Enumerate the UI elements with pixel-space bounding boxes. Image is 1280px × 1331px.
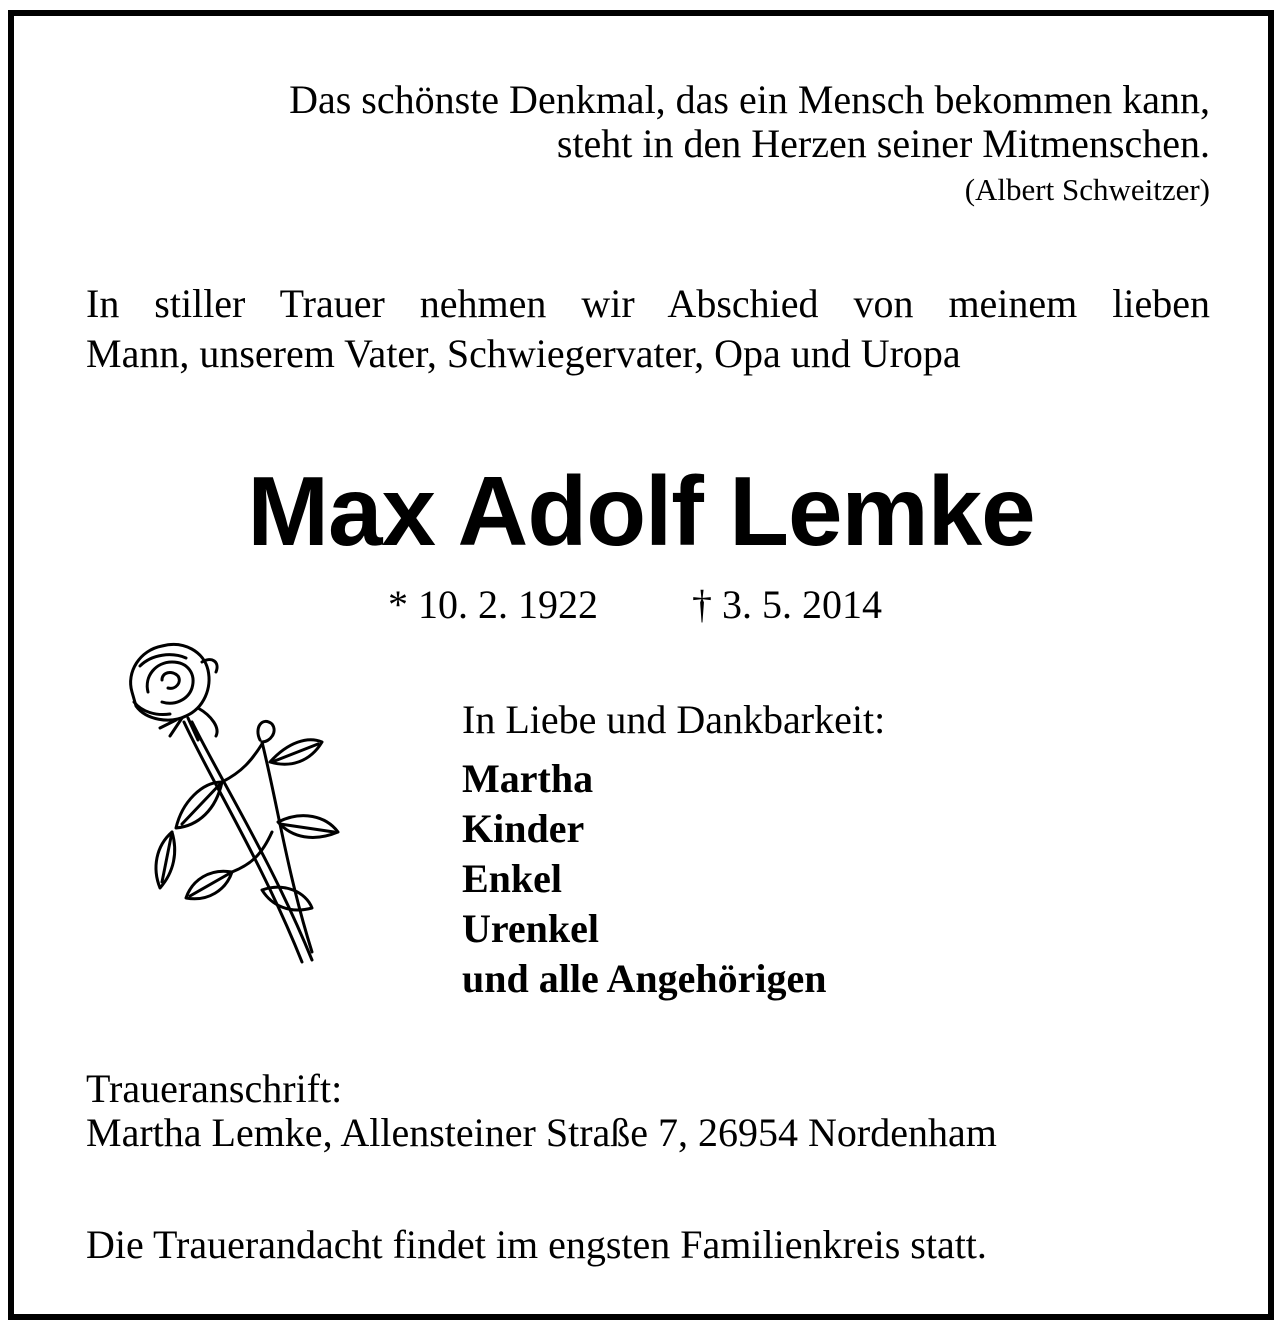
quote-author: (Albert Schweitzer): [964, 172, 1210, 207]
mourner-item: Martha: [462, 756, 594, 801]
obituary-notice: [8, 10, 1274, 1320]
address-value: Martha Lemke, Allensteiner Straße 7, 26954 Nordenham: [86, 1110, 997, 1155]
quote-line-1: Das schönste Denkmal, das ein Mensch bekommen kann,: [289, 77, 1210, 122]
thanks-heading: In Liebe und Dankbarkeit:: [462, 697, 886, 742]
quote-line-2: steht in den Herzen seiner Mitmenschen.: [556, 121, 1210, 166]
deceased-name: Max Adolf Lemke: [247, 456, 1035, 566]
death-date: † 3. 5. 2014: [692, 582, 882, 627]
intro-line-2: Mann, unserem Vater, Schwiegervater, Opa und Uropa: [86, 331, 961, 376]
service-note: Die Trauerandacht findet im engsten Familienkreis statt.: [86, 1222, 987, 1267]
mourner-item: Enkel: [462, 856, 563, 901]
mourner-item: und alle Angehörigen: [462, 956, 827, 1001]
birth-date: * 10. 2. 1922: [388, 582, 598, 627]
mourner-item: Urenkel: [462, 906, 600, 951]
intro-line-1: In stiller Trauer nehmen wir Abschied von meinem lieben: [86, 281, 1210, 326]
address-label: Traueranschrift:: [86, 1066, 343, 1111]
mourner-item: Kinder: [462, 806, 585, 851]
mourners-list: [462, 754, 827, 1004]
rose-icon: [112, 632, 352, 972]
